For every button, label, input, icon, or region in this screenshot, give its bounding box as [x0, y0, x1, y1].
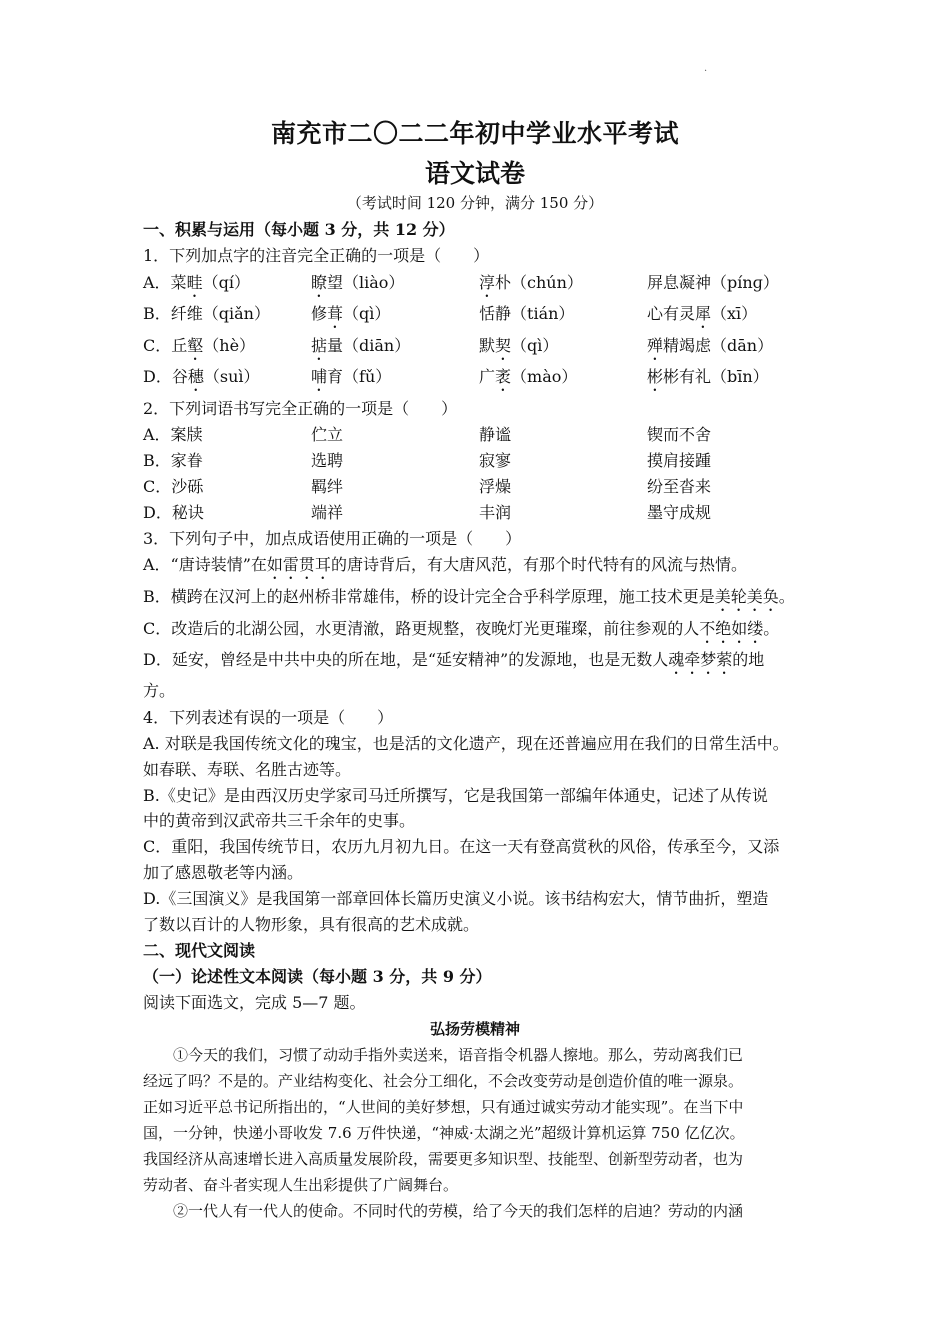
- article-line: 劳动者、奋斗者实现人生出彩提供了广阔舞台。: [143, 1176, 459, 1194]
- exam-title: 南充市二〇二二年初中学业水平考试: [270, 119, 679, 148]
- article-title: 弘扬劳模精神: [429, 1020, 520, 1038]
- q2-option-c-item-4: 纷至沓来: [647, 477, 712, 496]
- q4-option-b: B.《史记》是由西汉历史学家司马迁所撰写，它是我国第一部编年体通史，记述了从传说: [143, 786, 768, 805]
- q2-option-a-item-3: 静谧: [479, 425, 512, 444]
- q1-option-c-item-1: C．丘壑（hè）: [143, 336, 256, 355]
- q3-option-a: A．“唐诗装情”在如雷贯耳的唐诗背后，有大唐风范，有那个时代特有的风流与热情。: [143, 555, 747, 574]
- q4-option-a: A. 对联是我国传统文化的瑰宝，也是活的文化遗产，现在还普遍应用在我们的日常生活中。: [143, 734, 789, 753]
- q1-option-a-item-3: 淳朴（chún）: [479, 273, 583, 292]
- q1-option-a-item-2: 瞭望（liào）: [311, 273, 405, 292]
- q4-option-b-cont: 中的黄帝到汉武帝共三千余年的史事。: [143, 811, 416, 830]
- q2-option-d-item-4: 墨守成规: [647, 503, 712, 522]
- q1-option-c-item-3: 默契（qì）: [479, 336, 559, 355]
- q2-option-b-item-1: B．家眷: [143, 451, 203, 470]
- q1-option-c-item-4: 殚精竭虑（dān）: [647, 336, 774, 355]
- reading-instruction: 阅读下面选文，完成 5—7 题。: [143, 993, 366, 1012]
- q1-option-b-item-2: 修葺（qì）: [311, 304, 391, 323]
- q1-option-d-item-3: 广袤（mào）: [479, 367, 578, 386]
- q2-option-b-item-2: 选聘: [311, 451, 344, 470]
- q4-stem: 4．下列表述有误的一项是（ ）: [143, 708, 394, 727]
- q3-option-c: C．改造后的北湖公园，水更清澈，路更规整，夜晚灯光更璀璨，前往参观的人不绝如缕。: [143, 619, 780, 638]
- article-line: 我国经济从高速增长进入高质量发展阶段，需要更多知识型、技能型、创新型劳动者，也为: [143, 1150, 744, 1168]
- q2-option-c-item-2: 羁绊: [311, 477, 344, 496]
- q2-option-d-item-1: D．秘诀: [143, 503, 204, 522]
- q3-stem: 3．下列句子中，加点成语使用正确的一项是（ ）: [143, 529, 522, 548]
- q2-option-a-item-2: 伫立: [311, 425, 344, 444]
- corner-mark: ·: [704, 66, 708, 77]
- q2-option-d-item-2: 端祥: [311, 503, 344, 522]
- q4-option-d-cont: 了数以百计的人物形象，具有很高的艺术成就。: [143, 915, 480, 934]
- q1-option-b-item-1: B．纤维（qiǎn）: [143, 304, 270, 323]
- q3-option-b: B．横跨在汉河上的赵州桥非常雄伟，桥的设计完全合乎科学原理，施工技术更是美轮美奂。: [143, 587, 795, 606]
- q2-option-d-item-3: 丰润: [479, 503, 512, 522]
- q2-option-a-item-4: 锲而不舍: [647, 425, 712, 444]
- q1-option-d-item-4: 彬彬有礼（bīn）: [647, 367, 769, 386]
- article-line: ①今天的我们，习惯了动动手指外卖送来，语音指令机器人擦地。那么，劳动离我们已: [143, 1046, 744, 1064]
- q1-option-a-item-1: A．菜畦（qí）: [143, 273, 250, 292]
- q1-option-d-item-2: 哺育（fǔ）: [311, 367, 392, 386]
- q1-option-b-item-3: 恬静（tián）: [479, 304, 575, 323]
- q2-option-b-item-3: 寂寥: [479, 451, 512, 470]
- q3-option-d-cont: 方。: [143, 681, 176, 700]
- article-line: 国，一分钟，快递小哥收发 7.6 万件快递，“神威·太湖之光”超级计算机运算 750 亿亿次。: [143, 1124, 745, 1142]
- section-1-heading: 一、积累与运用（每小题 3 分，共 12 分）: [143, 220, 455, 239]
- q1-option-a-item-4: 屏息凝神（pínɡ）: [647, 273, 779, 292]
- exam-subject: 语文试卷: [424, 159, 525, 188]
- q1-stem: 1．下列加点字的注音完全正确的一项是（ ）: [143, 246, 490, 265]
- q2-option-c-item-3: 浮燥: [479, 477, 512, 496]
- q4-option-c-cont: 加了感恩敬老等内涵。: [143, 863, 304, 882]
- q2-option-c-item-1: C．沙砾: [143, 477, 204, 496]
- q2-stem: 2．下列词语书写完全正确的一项是（ ）: [143, 399, 458, 418]
- q3-option-d: D．延安，曾经是中共中央的所在地，是“延安精神”的发源地，也是无数人魂牵梦萦的地: [143, 650, 765, 669]
- section-2-heading: 二、现代文阅读: [143, 941, 256, 960]
- q1-option-d-item-1: D．谷穗（suì）: [143, 367, 260, 386]
- q4-option-d: D.《三国演义》是我国第一部章回体长篇历史演义小说。该书结构宏大，情节曲折，塑造: [143, 889, 769, 908]
- q1-option-c-item-2: 掂量（diān）: [311, 336, 411, 355]
- q4-option-a-cont: 如春联、寿联、名胜古迹等。: [143, 760, 352, 779]
- q2-option-a-item-1: A．案牍: [143, 425, 203, 444]
- q2-option-b-item-4: 摸肩接踵: [647, 451, 712, 470]
- exam-info: （考试时间 120 分钟，满分 150 分）: [346, 194, 604, 212]
- article-line: 经远了吗？不是的。产业结构变化、社会分工细化，不会改变劳动是创造价值的唯一源泉。: [143, 1072, 744, 1090]
- q1-option-b-item-4: 心有灵犀（xī）: [647, 304, 758, 323]
- article-paragraph-2: ②一代人有一代人的使命。不同时代的劳模，给了今天的我们怎样的启迪？劳动的内涵: [143, 1202, 744, 1220]
- section-2-sub: （一）论述性文本阅读（每小题 3 分，共 9 分）: [143, 967, 492, 986]
- q4-option-c: C．重阳，我国传统节日，农历九月初九日。在这一天有登高赏秋的风俗，传承至今，又添: [143, 837, 780, 856]
- article-line: 正如习近平总书记所指出的，“人世间的美好梦想，只有通过诚实劳动才能实现”。在当下中: [143, 1098, 744, 1116]
